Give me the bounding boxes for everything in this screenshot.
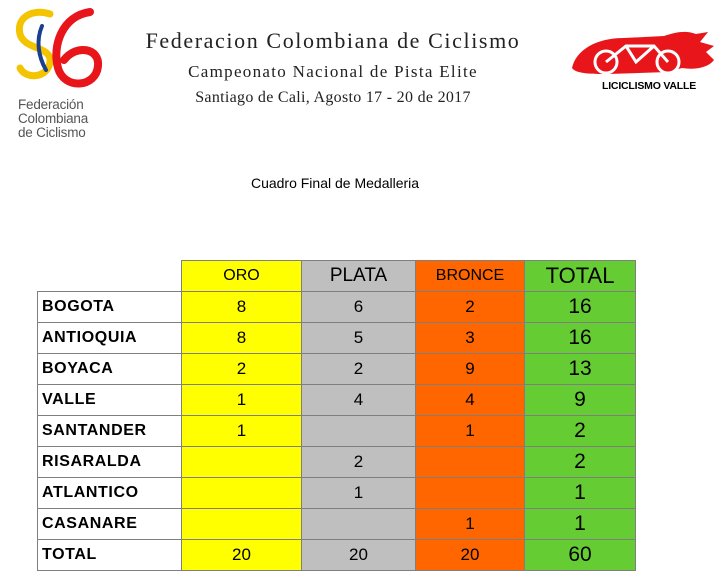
row-name: VALLE xyxy=(38,385,182,416)
table-row xyxy=(38,292,636,323)
cell-oro xyxy=(182,447,302,478)
page-title: Federacion Colombiana de Ciclismo xyxy=(145,28,521,53)
cell-total: 16 xyxy=(525,292,636,323)
column-header-oro: ORO xyxy=(182,261,302,292)
medal-table xyxy=(37,260,636,571)
cell-bronce: 1 xyxy=(416,416,525,447)
total-plata: 20 xyxy=(302,540,416,571)
table-row xyxy=(38,447,636,478)
column-header-total: TOTAL xyxy=(525,261,636,292)
cell-total: 9 xyxy=(525,385,636,416)
total-total: 60 xyxy=(525,540,636,571)
totals-label: TOTAL xyxy=(38,540,182,571)
cell-plata: 1 xyxy=(302,478,416,509)
cell-plata xyxy=(302,416,416,447)
cell-bronce xyxy=(416,447,525,478)
cell-oro: 8 xyxy=(182,292,302,323)
cell-oro: 2 xyxy=(182,354,302,385)
liga-valle-logo-text: LICICLISMO VALLE xyxy=(602,80,697,92)
row-name: BOYACA xyxy=(38,354,182,385)
cell-total: 13 xyxy=(525,354,636,385)
federation-emblem-icon xyxy=(12,6,112,98)
cell-oro xyxy=(182,478,302,509)
cell-plata: 6 xyxy=(302,292,416,323)
cell-total: 1 xyxy=(525,478,636,509)
cell-bronce: 3 xyxy=(416,323,525,354)
cell-oro xyxy=(182,509,302,540)
federation-logo-text: Federación Colombiana de Ciclismo xyxy=(18,97,89,140)
row-name: CASANARE xyxy=(38,509,182,540)
table-row xyxy=(38,478,636,509)
table-row xyxy=(38,509,636,540)
total-bronce: 20 xyxy=(416,540,525,571)
cell-oro: 8 xyxy=(182,323,302,354)
header-blank-cell xyxy=(38,261,182,292)
cell-plata: 2 xyxy=(302,447,416,478)
column-header-plata: PLATA xyxy=(302,261,416,292)
cell-bronce xyxy=(416,478,525,509)
cell-total: 1 xyxy=(525,509,636,540)
cell-plata: 2 xyxy=(302,354,416,385)
row-name: ATLANTICO xyxy=(38,478,182,509)
event-place-date: Santiago de Cali, Agosto 17 - 20 de 2017 xyxy=(195,89,471,106)
cell-bronce: 4 xyxy=(416,385,525,416)
rabbit-bicycle-icon xyxy=(568,28,720,84)
table-row xyxy=(38,323,636,354)
row-name: ANTIOQUIA xyxy=(38,323,182,354)
row-name: SANTANDER xyxy=(38,416,182,447)
cell-total: 16 xyxy=(525,323,636,354)
cell-plata: 4 xyxy=(302,385,416,416)
cell-oro: 1 xyxy=(182,416,302,447)
table-row xyxy=(38,385,636,416)
table-row xyxy=(38,354,636,385)
cell-bronce: 2 xyxy=(416,292,525,323)
row-name: BOGOTA xyxy=(38,292,182,323)
liga-valle-logo xyxy=(568,28,720,96)
table-header-row xyxy=(38,261,636,292)
cell-plata xyxy=(302,509,416,540)
cell-bronce: 1 xyxy=(416,509,525,540)
medal-table-title: Cuadro Final de Medalleria xyxy=(250,175,420,191)
cell-total: 2 xyxy=(525,416,636,447)
table-row xyxy=(38,416,636,447)
row-name: RISARALDA xyxy=(38,447,182,478)
federation-logo xyxy=(8,6,118,144)
cell-bronce: 9 xyxy=(416,354,525,385)
cell-plata: 5 xyxy=(302,323,416,354)
cell-total: 2 xyxy=(525,447,636,478)
event-name: Campeonato Nacional de Pista Elite xyxy=(188,62,478,81)
cell-oro: 1 xyxy=(182,385,302,416)
totals-row xyxy=(38,540,636,571)
total-oro: 20 xyxy=(182,540,302,571)
column-header-bronce: BRONCE xyxy=(416,261,525,292)
